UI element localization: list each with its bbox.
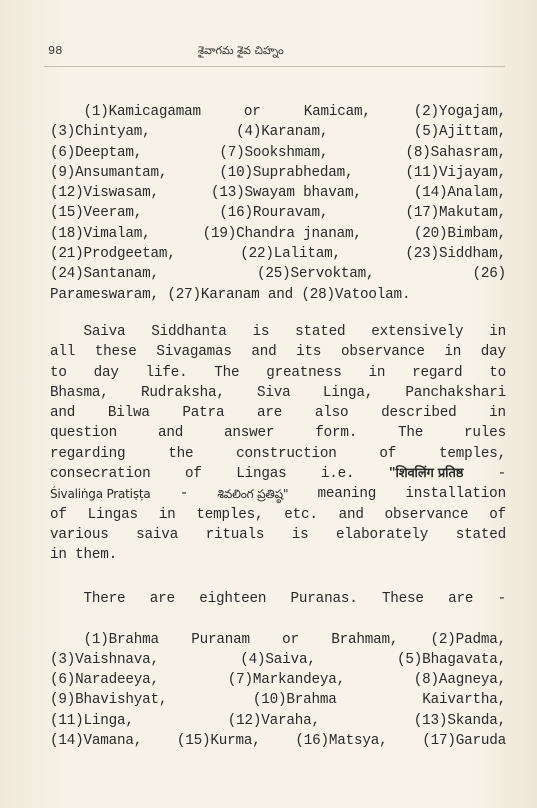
word: day [480,344,506,361]
word: to [50,364,67,381]
word: temples, [438,445,506,462]
word: Puranam [191,631,250,648]
word: (21)Prodgeetam, [50,246,176,263]
word: etc. [284,506,318,523]
text-line [50,363,506,383]
page-number: 98 [48,44,63,58]
text-line [50,690,506,710]
text-line [50,484,506,504]
text-line [50,505,506,525]
word: Brahmam, [331,631,399,648]
word: rules [464,425,506,442]
word: in [489,324,506,340]
word: Śivaliṅga Pratiṣṭa [50,487,151,502]
word: (8)Sahasram, [405,144,506,161]
text-line [50,630,506,650]
siddhanta-paragraph [50,322,506,566]
word: (15)Kurma, [176,733,261,750]
word: - [497,591,506,607]
word: of [379,445,397,462]
word: Parameswaram, (27)Karanam and (28)Vatoolam. [50,286,411,303]
word: (9)Bhavishyat, [50,692,168,709]
word: "शिवलिंग प्रतिष्ठ [388,466,464,482]
text-line [50,203,506,223]
word: (17)Makutam, [405,205,506,222]
word: Patra [182,405,225,422]
word: Rudraksha, [140,384,225,401]
word: (13)Skanda, [413,712,506,729]
word: Lingas [87,506,138,523]
word: Linga, [322,384,374,401]
word: day [93,364,119,381]
word: (10)Suprabhedam, [219,164,354,181]
word: (9)Ansumantam, [50,164,168,181]
word: (2)Padma, [430,631,506,648]
word: i.e. [320,466,355,483]
text-line [50,163,506,183]
word: in [158,506,176,523]
word: temples, [196,506,264,523]
text-line [50,183,506,203]
word: stated [295,324,346,340]
word: (7)Markandeya, [227,672,346,689]
word: in them. [50,547,118,564]
text-line [50,670,506,690]
word: శివలింగ ప్రతిష్ఠ" [217,487,289,502]
word: (11)Linga, [50,712,134,729]
word: (19)Chandra jnanam, [202,225,362,242]
word: in [489,405,506,422]
word: or [243,104,261,120]
word: (22)Lalitam, [240,246,341,263]
word: elaborately [336,526,429,543]
word: (1)Kamicagamam [50,104,201,120]
word: Siddhanta [151,324,227,340]
word: its [296,344,322,361]
text-line [50,464,506,484]
word: and [251,344,277,361]
text-line [50,122,506,142]
word: eighteen [199,591,267,607]
word: various [50,526,109,543]
word: rituals [205,526,265,543]
word: Lingas [236,466,287,483]
text-line [50,650,506,670]
text-line [50,264,506,284]
word: (14)Vamana, [50,733,143,750]
word: and [50,405,76,422]
word: The [398,425,424,442]
word: (16)Rouravam, [219,205,329,222]
agamas-list-paragraph [50,102,506,305]
word: (4)Karanam, [236,124,329,141]
word: regarding [50,445,126,462]
word: meaning [317,486,377,503]
word: observance [340,344,425,361]
word: (3)Vaishnava, [50,651,159,668]
word [50,611,58,627]
text-line [50,285,506,305]
word: There [50,591,126,607]
word: life. [145,364,188,381]
word: (3)Chintyam, [50,124,151,141]
word: Siva [257,384,291,401]
word: (4)Saiva, [240,651,316,668]
word: (7)Sookshmam, [219,144,329,161]
text-line [50,525,506,545]
word: (24)Santanam, [50,266,159,283]
text-line [50,383,506,403]
word: Puranas. [290,591,358,607]
word: (15)Veeram, [50,205,143,222]
word: (18)Vimalam, [50,225,151,242]
word: (16)Matsya, [295,733,388,750]
word: in [444,344,462,361]
puranas-paragraph [50,589,506,751]
word: and [338,506,364,523]
text-line [50,423,506,443]
word: construction [236,445,337,462]
word: (10)Brahma [252,692,337,709]
word: also [314,405,349,422]
word: (20)Bimbam, [413,225,506,242]
word: Kaivartha, [422,692,506,709]
word: of [185,466,202,483]
word: form. [315,425,358,442]
text-line [50,711,506,731]
word: The [214,364,240,381]
text-line [50,403,506,423]
word: Panchakshari [405,384,506,401]
running-title: శైవాగమ శైవ చిహ్నం [198,44,284,57]
word: (17)Garuda [422,733,506,750]
word: (14)Analam, [413,185,506,202]
word: observance [384,506,469,523]
word: are [257,405,283,422]
word: described [381,405,457,422]
word: - [179,486,189,503]
text-line [50,731,506,751]
word: (5)Bhagavata, [397,651,506,668]
word: of [489,506,506,523]
word: (6)Deeptam, [50,144,143,161]
word: or [282,631,299,648]
word: (8)Aagneya, [413,672,506,689]
header-rule [44,66,505,67]
word: consecration [50,466,151,483]
word: Kamicam, [303,104,371,120]
text-line [50,609,506,629]
word: these [94,344,137,361]
word: question [50,425,118,442]
text-line [50,545,506,565]
word: to [489,364,506,381]
word: are [149,591,175,607]
word: extensively [371,324,464,340]
word: (12)Viswasam, [50,185,159,202]
text-line [50,102,506,122]
word: - [497,466,506,483]
word: (6)Naradeeya, [50,672,159,689]
word: is [252,324,270,340]
word: installation [405,486,506,503]
word: (23)Siddham, [405,246,506,263]
text-line [50,589,506,609]
word: greatness [266,364,342,381]
word: Bhasma, [50,384,109,401]
word: of [50,506,67,523]
word: stated [455,526,506,543]
word: (13)Swayam bhavam, [210,185,362,202]
word: (26) [472,266,506,283]
word: and [157,425,184,442]
word: (5)Ajittam, [413,124,506,141]
word: (25)Servoktam, [257,266,375,283]
word: answer [224,425,275,442]
word: (1)Brahma [50,631,159,648]
text-line [50,322,506,342]
word: all [50,344,76,361]
word: are [448,591,474,607]
word: in [368,364,386,381]
text-line [50,143,506,163]
text-line [50,342,506,362]
word: regard [412,364,463,381]
word: Bilwa [107,405,150,422]
text-line [50,444,506,464]
word: the [168,445,194,462]
word: is [291,526,309,543]
word: Sivagamas [156,344,232,361]
word: (12)Varaha, [227,712,320,729]
word: Saiva [50,324,126,340]
page-header [48,44,497,64]
text-line [50,244,506,264]
text-line [50,224,506,244]
word: These [381,591,424,607]
word: (2)Yogajam, [413,104,506,120]
word: (11)Vijayam, [405,164,506,181]
word: saiva [136,526,179,543]
